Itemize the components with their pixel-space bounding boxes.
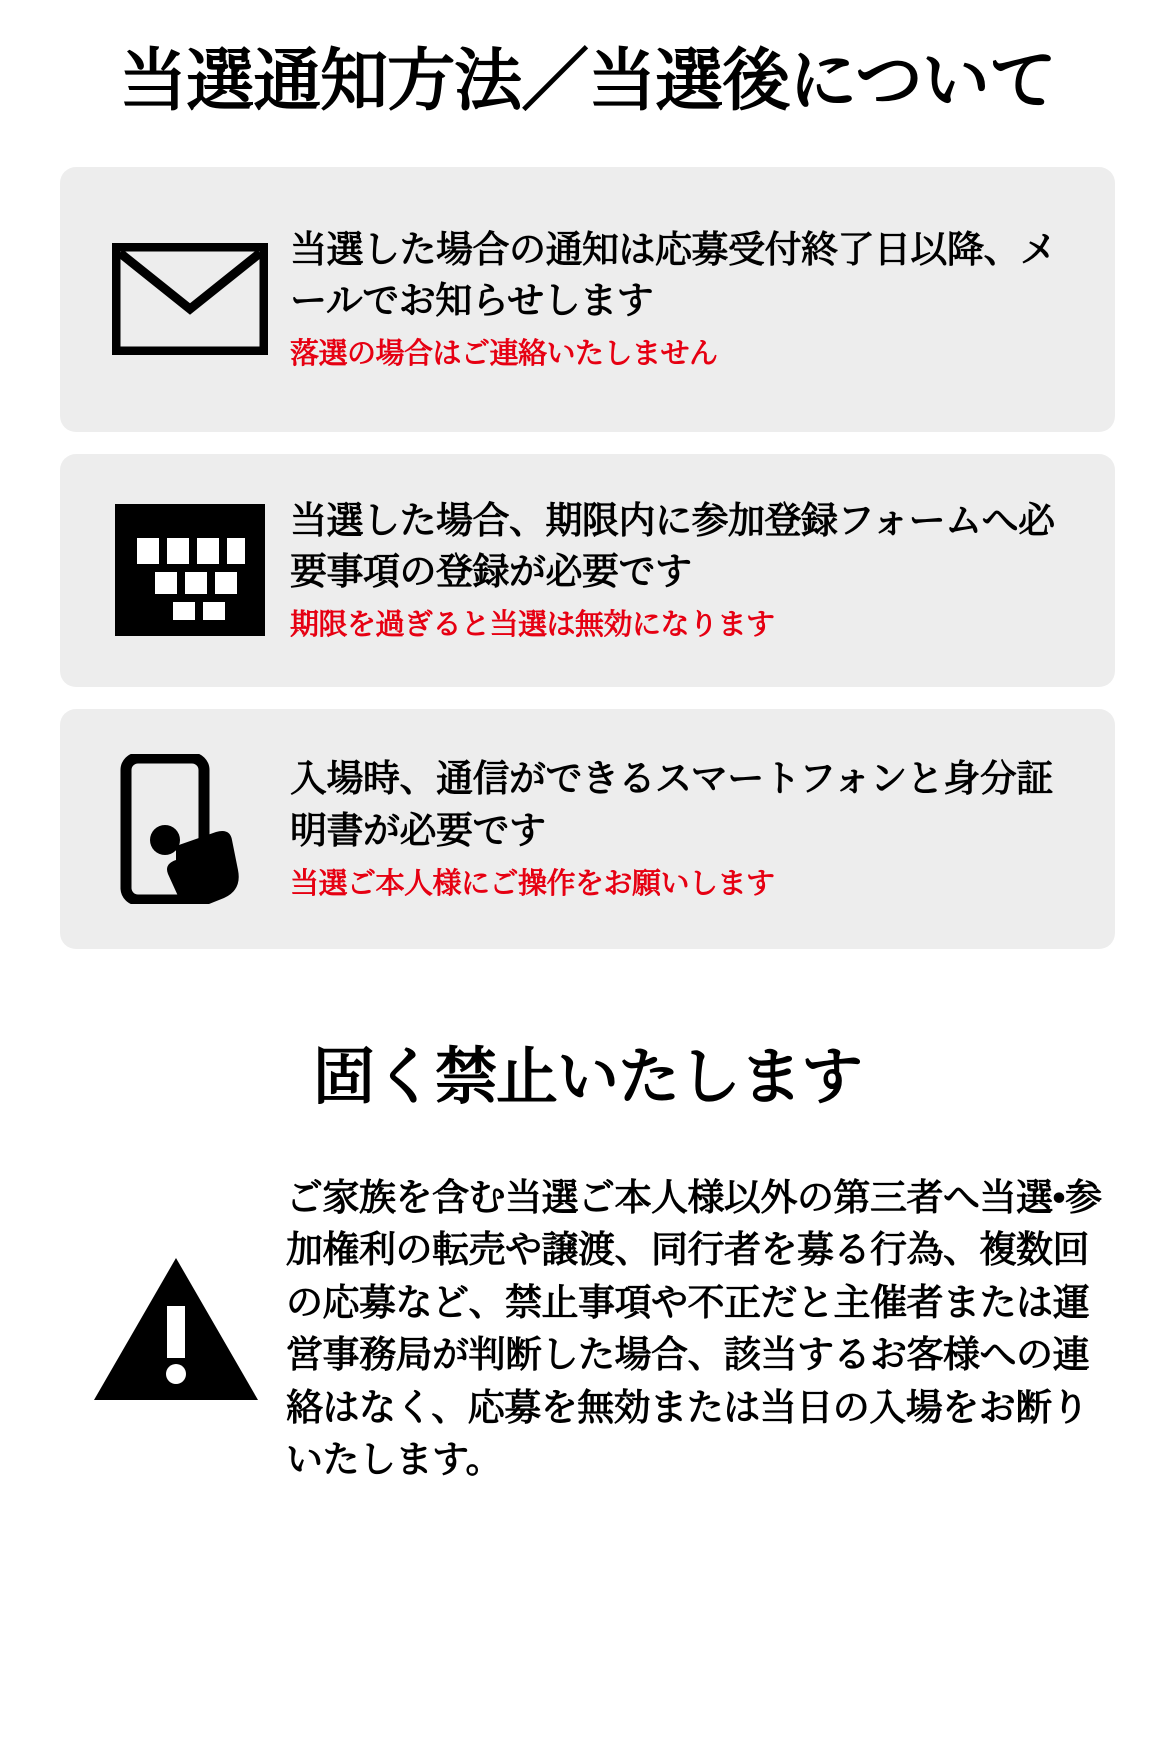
info-card-notification <box>60 167 1115 432</box>
info-card-note-text: 当選ご本人様にご操作をお願いします <box>290 867 775 900</box>
info-card-body <box>290 224 1085 375</box>
info-card-note-text: 期限を過ぎると当選は無効になります <box>290 609 775 642</box>
page-title: 当選通知方法／当選後について <box>119 43 1056 119</box>
info-card-note-text: 落選の場合はご連絡いたしません <box>290 338 718 371</box>
prohibition-text: ご家族を含む当選ご本人様以外の第三者へ当選•参加権利の転売や譲渡、同行者を募る行為、複数回の応募など、禁止事項や不正だと主催者または運営事務局が判断した場合、該当するお客様への連絡はなく、応募を無効または当日の入場をお断りいたします。 <box>286 1176 1102 1481</box>
info-card-main-text: 入場時、通信ができるスマートフォンと身分証明書が必要です <box>290 758 1053 851</box>
info-card-body <box>290 753 1085 904</box>
envelope-icon <box>90 243 290 355</box>
smartphone-tap-icon <box>90 754 290 904</box>
info-card-body <box>290 495 1085 646</box>
info-card-list <box>60 167 1115 949</box>
info-card-entry-requirements <box>60 709 1115 949</box>
keyboard-input-icon <box>90 504 290 636</box>
info-card-main-text: 当選した場合、期限内に参加登録フォームへ必要事項の登録が必要です <box>290 499 1055 592</box>
info-card-main-text: 当選した場合の通知は応募受付終了日以降、メールでお知らせします <box>290 228 1057 321</box>
info-card-registration <box>60 454 1115 687</box>
warning-triangle-icon <box>66 1254 286 1404</box>
prohibition-block <box>60 1172 1115 1487</box>
page-container <box>0 44 1175 1739</box>
prohibition-title: 固く禁止いたします <box>312 1042 862 1112</box>
